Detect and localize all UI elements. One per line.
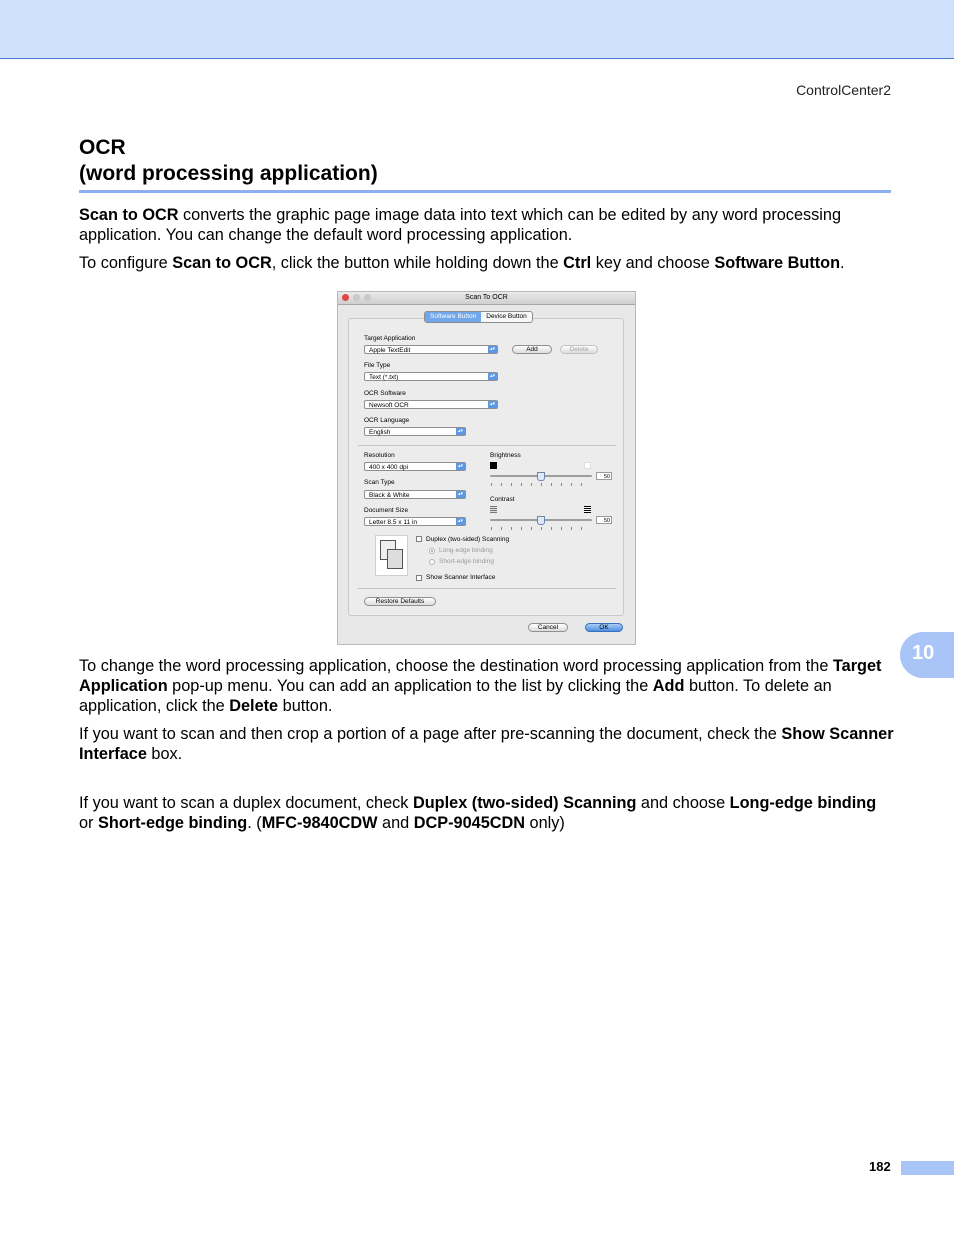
paragraph-intro: Scan to OCR converts the graphic page image data into text which can be edited by any word processing application. You can change the default word processing application. [79, 206, 842, 244]
ocr-language-label: OCR Language [364, 417, 410, 424]
paragraph-scanner-interface: If you want to scan and then crop a portion of a page after pre-scanning the document, check the Show Scanner Interface box. [79, 725, 894, 763]
resolution-label: Resolution [364, 452, 395, 459]
contrast-ticks [491, 527, 591, 530]
chapter-number: 10 [912, 642, 935, 664]
brightness-label: Brightness [490, 452, 521, 459]
chevron-updown-icon: ▴▾ [489, 373, 496, 379]
chevron-updown-icon: ▴▾ [457, 428, 464, 434]
target-app-select[interactable]: Apple TextEdit ▴▾ [364, 345, 498, 354]
chevron-updown-icon: ▴▾ [457, 518, 464, 524]
show-scanner-label: Show Scanner Interface [426, 574, 496, 581]
title-line-2: (word processing application) [79, 162, 378, 185]
scan-type-label: Scan Type [364, 479, 395, 486]
light-swatch-icon [584, 462, 591, 469]
tab-device-button[interactable]: Device Button [486, 313, 527, 320]
divider [358, 588, 616, 589]
tab-bar [424, 311, 533, 323]
duplex-checkbox[interactable] [416, 536, 422, 542]
short-edge-label: Short-edge binding [439, 558, 494, 565]
page-number-bar [901, 1161, 954, 1175]
short-edge-radio[interactable] [429, 559, 435, 565]
cancel-button[interactable]: Cancel [528, 623, 568, 632]
chevron-updown-icon: ▴▾ [457, 463, 464, 469]
paragraph-duplex: If you want to scan a duplex document, check Duplex (two-sided) Scanning and choose Long-edge binding or Short-edge binding. (MFC-9840CDW and DCP-9045CDN only) [79, 794, 877, 832]
contrast-label: Contrast [490, 496, 515, 503]
tab-software-button[interactable]: Software Button [425, 312, 481, 322]
chevron-updown-icon: ▴▾ [489, 401, 496, 407]
file-type-label: File Type [364, 362, 391, 369]
chevron-updown-icon: ▴▾ [457, 491, 464, 497]
file-type-select[interactable]: Text (*.txt) ▴▾ [364, 372, 498, 381]
brightness-slider-thumb[interactable] [537, 472, 545, 481]
chevron-updown-icon: ▴▾ [489, 346, 496, 352]
paragraph-configure: To configure Scan to OCR, click the button while holding down the Ctrl key and choose Software Button. [79, 254, 845, 272]
duplex-label: Duplex (two-sided) Scanning [426, 536, 510, 543]
document-size-label: Document Size [364, 507, 409, 514]
ok-button[interactable]: OK [585, 623, 623, 632]
contrast-value[interactable]: 50 [596, 516, 612, 524]
paragraph-target-app: To change the word processing application, choose the destination word processing application from the Target Application pop-up menu. You can add an application to the list by clicking the Add button. To delete an application, click the Delete button. [79, 657, 882, 715]
scan-to-ocr-dialog [337, 291, 636, 645]
contrast-slider-thumb[interactable] [537, 516, 545, 525]
long-edge-radio[interactable] [429, 548, 435, 554]
resolution-select[interactable]: 400 x 400 dpi ▴▾ [364, 462, 466, 471]
running-header: ControlCenter2 [796, 82, 891, 98]
brightness-ticks [491, 483, 591, 486]
dialog-titlebar [338, 292, 635, 305]
document-size-select[interactable]: Letter 8.5 x 11 in ▴▾ [364, 517, 466, 526]
long-edge-label: Long-edge binding [439, 547, 493, 554]
delete-button[interactable]: Delete [560, 345, 598, 354]
dialog-title: Scan To OCR [465, 294, 508, 301]
page-number: 182 [869, 1159, 891, 1174]
low-contrast-icon [490, 506, 497, 513]
scan-type-select[interactable]: Black & White ▴▾ [364, 490, 466, 499]
show-scanner-checkbox[interactable] [416, 575, 422, 581]
page-title [79, 135, 378, 187]
target-app-label: Target Application [364, 335, 416, 342]
title-line-1: OCR [79, 136, 126, 159]
duplex-pages-icon [375, 535, 408, 576]
header-band [0, 0, 954, 59]
dark-swatch-icon [490, 462, 497, 469]
title-rule [79, 190, 891, 193]
brightness-value[interactable]: 50 [596, 472, 612, 480]
ocr-software-label: OCR Software [364, 390, 406, 397]
divider [358, 445, 616, 446]
restore-defaults-button[interactable]: Restore Defaults [364, 597, 436, 606]
ocr-language-select[interactable]: English ▴▾ [364, 427, 466, 436]
add-button[interactable]: Add [512, 345, 552, 354]
high-contrast-icon [584, 506, 591, 513]
chapter-tab [900, 632, 954, 678]
ocr-software-select[interactable]: Newsoft OCR ▴▾ [364, 400, 498, 409]
